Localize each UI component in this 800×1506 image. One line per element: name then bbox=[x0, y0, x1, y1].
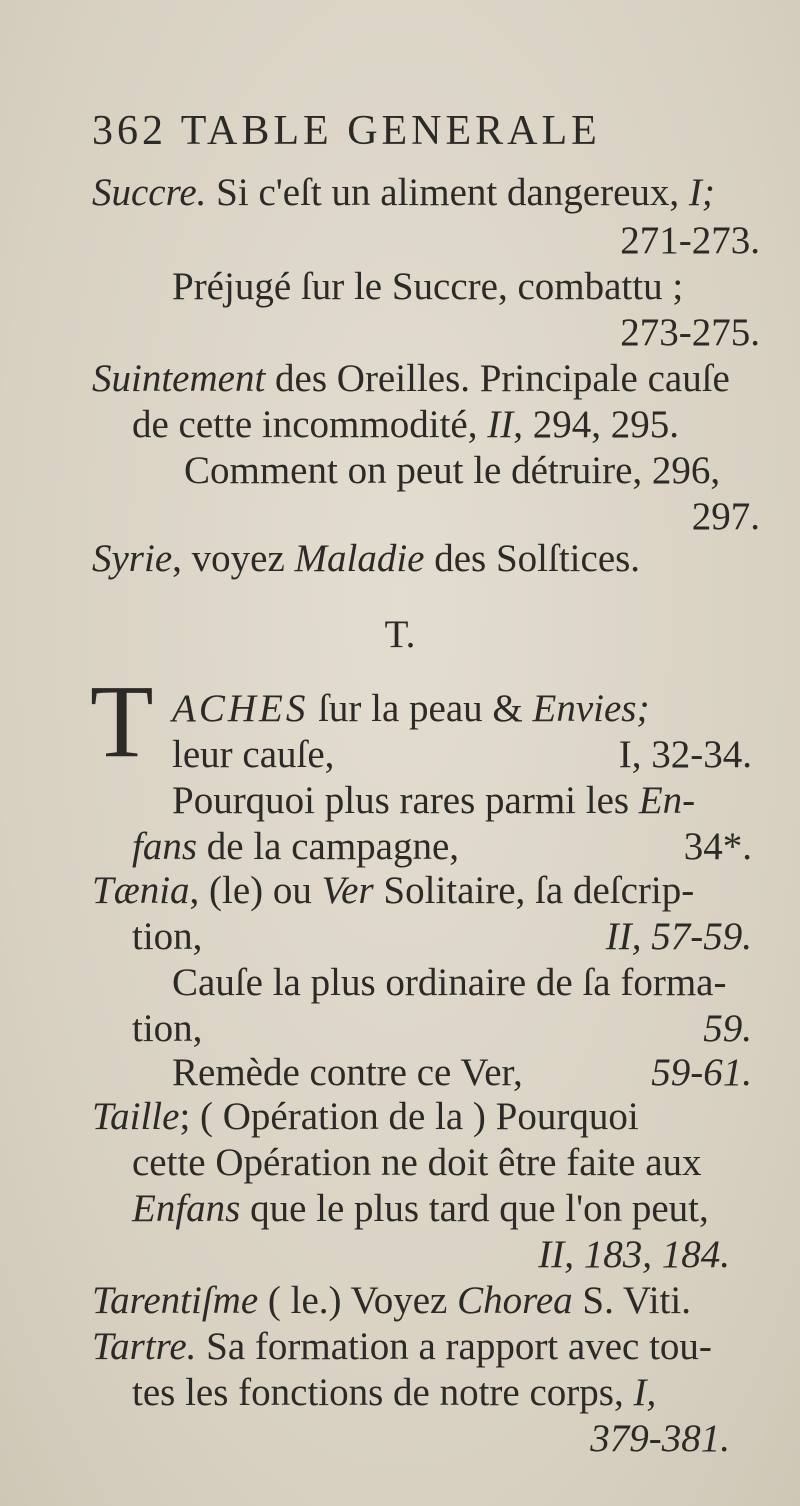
entry-text: Solitaire, ſa deſcrip- bbox=[383, 869, 695, 912]
page-ref: 34*. bbox=[683, 825, 752, 868]
entry-text: S. Viti. bbox=[582, 1279, 691, 1322]
entry-text: des Oreilles. Principale cauſe bbox=[275, 357, 730, 400]
entry-text: de la campagne, bbox=[206, 825, 460, 868]
page-ref: II, 57-59. bbox=[605, 915, 752, 958]
entry-comment: Comment on peut le détruire, 296, bbox=[184, 449, 721, 492]
entry-term: Tartre. bbox=[92, 1325, 197, 1368]
entry-tartre bbox=[92, 1324, 712, 1370]
header-title: TABLE GENERALE bbox=[180, 108, 601, 154]
page-ref: I, 32-34. bbox=[618, 733, 752, 776]
entry-term: Tarentiſme bbox=[92, 1279, 259, 1322]
entry-term: Taille bbox=[92, 1095, 180, 1138]
entry-text: , voyez bbox=[172, 537, 285, 580]
entry-text: Sa formation a rapport avec tou- bbox=[206, 1325, 712, 1368]
entry-term: ACHES bbox=[172, 687, 309, 730]
cross-ref: Envies; bbox=[532, 687, 650, 730]
page-ref: II, 183, 184. bbox=[538, 1233, 730, 1276]
entry-text: que le plus tard que l'on peut, bbox=[250, 1187, 709, 1230]
page-ref: 379-381. bbox=[590, 1417, 730, 1460]
page-ref: 273-275. bbox=[620, 311, 760, 354]
entry-term: Succre. bbox=[92, 171, 207, 214]
entry-term: Syrie bbox=[92, 537, 173, 580]
entry-term: Suintement bbox=[92, 357, 266, 400]
volume-ref: I; bbox=[688, 171, 715, 214]
entry-taches bbox=[172, 686, 649, 732]
entry-suintement-cont bbox=[132, 402, 679, 448]
page-number: 362 bbox=[92, 108, 167, 154]
entry-taille bbox=[92, 1094, 639, 1140]
entry-taches-cont: leur cauſe, bbox=[172, 733, 335, 776]
entry-text: ; ( Opération de la ) Pourquoi bbox=[179, 1095, 639, 1138]
volume-ref: II bbox=[487, 403, 514, 446]
entry-tarentisme bbox=[92, 1278, 691, 1324]
page-ref: 297. bbox=[691, 495, 760, 538]
cross-ref: Chorea bbox=[457, 1279, 573, 1322]
page-ref: , 294, 295. bbox=[513, 403, 679, 446]
entry-text: ( le.) Voyez bbox=[267, 1279, 448, 1322]
page-ref: 271-273. bbox=[620, 219, 760, 262]
entry-prejuge: Préjugé ſur le Succre, combattu ; bbox=[172, 265, 684, 308]
entry-text: Si c'eſt un aliment dangereux, bbox=[216, 171, 680, 214]
entry-text: des Solſtices. bbox=[434, 537, 641, 580]
section-letter: T. bbox=[384, 613, 416, 656]
page-ref: 59. bbox=[703, 1007, 752, 1050]
entry-term: Tænia bbox=[92, 869, 190, 912]
entry-text: tes les fonctions de notre corps, bbox=[132, 1371, 624, 1414]
entry-tania bbox=[92, 868, 694, 914]
entry-text: ſur la peau & bbox=[318, 687, 523, 730]
entry-cause: Cauſe la plus ordinaire de ſa forma- bbox=[172, 961, 727, 1004]
drop-cap: T bbox=[90, 664, 154, 779]
entry-text: Pourquoi plus rares parmi les bbox=[172, 779, 630, 822]
entry-remede: Remède contre ce Ver, bbox=[172, 1051, 523, 1094]
entry-tartre-cont bbox=[132, 1370, 656, 1416]
entry-suintement bbox=[92, 356, 730, 402]
entry-text: de cette incommodité, bbox=[132, 403, 478, 446]
cross-ref: Ver bbox=[321, 869, 374, 912]
running-header bbox=[92, 108, 601, 154]
entry-tania-cont: tion, bbox=[132, 915, 203, 958]
entry-taille-cont: cette Opération ne doit être faite aux bbox=[132, 1141, 702, 1184]
cross-ref: En- bbox=[638, 779, 696, 822]
cross-ref: Enfans bbox=[132, 1187, 241, 1230]
cross-ref: fans bbox=[132, 825, 198, 868]
entry-taille-cont2 bbox=[132, 1186, 709, 1232]
volume-ref: I, bbox=[633, 1371, 657, 1414]
entry-syrie bbox=[92, 536, 640, 582]
page-ref: 59-61. bbox=[651, 1051, 752, 1094]
entry-text: , (le) ou bbox=[189, 869, 312, 912]
entry-cause-cont: tion, bbox=[132, 1007, 203, 1050]
entry-pourquoi-cont bbox=[132, 824, 459, 870]
cross-ref: Maladie bbox=[294, 537, 425, 580]
entry-succre bbox=[92, 170, 715, 216]
entry-pourquoi bbox=[172, 778, 695, 824]
